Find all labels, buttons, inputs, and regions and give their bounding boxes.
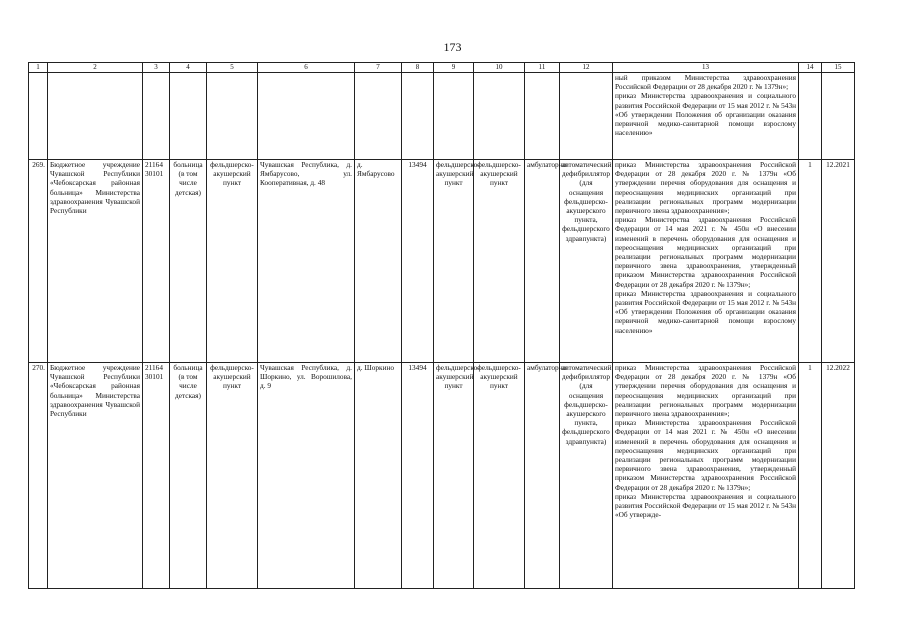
- page-number: 173: [443, 40, 462, 54]
- legal-basis-text: приказ Министерства здравоохранения и социального развития Российской Федерации от 15 мая 2012 г. № 543н «Об утверждении Положения об организации оказания первичной медико-санитарной помощи взрослому населению»: [615, 288, 796, 335]
- document-table: [28, 62, 855, 589]
- legal-basis-text: приказ Министерства здравоохранения и социального развития Российской Федерации от 15 мая 2012 г. № 543н «Об утверждении Положения об организации оказания первичной медико-санитарной помощи взрослому населению»: [615, 91, 796, 138]
- column-header: 5: [207, 63, 258, 73]
- quantity: 1: [799, 160, 822, 363]
- unit-type-col10: фельдшерско-акушерский пункт: [474, 160, 525, 363]
- column-header: 7: [355, 63, 402, 73]
- column-header: 9: [434, 63, 474, 73]
- organization-code: 21164 30101: [143, 160, 170, 363]
- column-header: 11: [525, 63, 560, 73]
- care-mode: амбулаторно: [525, 160, 560, 363]
- column-header: 3: [143, 63, 170, 73]
- settlement-code: 13494: [402, 160, 434, 363]
- column-header: 6: [258, 63, 355, 73]
- due-date: 12.2021: [822, 160, 855, 363]
- organization-name: Бюджетное учреждение Чувашской Республики «Чебоксарская районная больница» Министерства здравоохранения Чувашской Республики: [48, 160, 143, 363]
- column-header: 2: [48, 63, 143, 73]
- unit-type: фельдшерско-акушерский пункт: [207, 160, 258, 363]
- due-date: 12.2022: [822, 363, 855, 589]
- row-number: 269.: [29, 160, 48, 363]
- unit-type-col9: фельдшерско-акушерский пункт: [434, 160, 474, 363]
- continuation-row: [29, 73, 855, 160]
- facility-type: больница (в том числе детская): [170, 160, 207, 363]
- column-header: 13: [613, 63, 799, 73]
- column-header: 14: [799, 63, 822, 73]
- legal-basis-text: приказ Министерства здравоохранения Российской Федерации от 14 мая 2021 г. № 450н «О внесении изменений в перечень оборудования для оснащения и переоснащения медицинских организаций при реализации региональных программ модернизации первичного звена здравоохранения, утвержденный приказом Министерства здравоохранения Российской Федерации от 28 декабря 2020 г. № 1379н»;: [615, 418, 796, 492]
- column-header: 1: [29, 63, 48, 73]
- column-header: 4: [170, 63, 207, 73]
- equipment-name: автоматический дефибриллятор (для оснащения фельдшерско-акушерского пункта, фельдшерского здравпункта): [560, 363, 613, 589]
- settlement: д. Шоркино: [355, 363, 402, 589]
- quantity: 1: [799, 363, 822, 589]
- table-row: [29, 363, 855, 589]
- legal-basis-text: приказ Министерства здравоохранения и социального развития Российской Федерации от 15 мая 2012 г. № 543н «Об утвержде-: [615, 491, 796, 520]
- column-header: 12: [560, 63, 613, 73]
- legal-basis-text: приказ Министерства здравоохранения Российской Федерации от 14 мая 2021 г. № 450н «О внесении изменений в перечень оборудования для оснащения и переоснащения медицинских организаций при реализации региональных программ модернизации первичного звена здравоохранения, утвержденный приказом Министерства здравоохранения Российской Федерации от 28 декабря 2020 г. № 1379н»;: [615, 215, 796, 289]
- organization-name: Бюджетное учреждение Чувашской Республики «Чебоксарская районная больница» Министерства здравоохранения Чувашской Республики: [48, 363, 143, 589]
- care-mode: амбулаторно: [525, 363, 560, 589]
- legal-basis-cell: [613, 363, 799, 589]
- settlement: д. Ямбарусово: [355, 160, 402, 363]
- address: Чувашская Республика, д. Ямбарусово, ул. Кооперативная, д. 48: [258, 160, 355, 363]
- unit-type-col10: фельдшерско-акушерский пункт: [474, 363, 525, 589]
- legal-basis-text: приказ Министерства здравоохранения Российской Федерации от 28 декабря 2020 г. № 1379н «Об утверждении перечня оборудования для оснащения и переоснащения медицинских организаций при реализации региональных программ модернизации первичного звена здравоохранения»;: [615, 160, 796, 216]
- legal-basis-cell: [613, 73, 799, 160]
- row-number: 270.: [29, 363, 48, 589]
- facility-type: больница (в том числе детская): [170, 363, 207, 589]
- unit-type-col9: фельдшерско-акушерский пункт: [434, 363, 474, 589]
- unit-type: фельдшерско-акушерский пункт: [207, 363, 258, 589]
- column-header: 10: [474, 63, 525, 73]
- address: Чувашская Республика, д. Шоркино, ул. Ворошилова, д. 9: [258, 363, 355, 589]
- legal-basis-text: ный приказом Министерства здравоохранения Российской Федерации от 28 декабря 2020 г. № 1379н»;: [615, 73, 796, 92]
- column-header: 8: [402, 63, 434, 73]
- settlement-code: 13494: [402, 363, 434, 589]
- equipment-name: автоматический дефибриллятор (для оснащения фельдшерско-акушерского пункта, фельдшерского здравпункта): [560, 160, 613, 363]
- table-row: [29, 160, 855, 363]
- legal-basis-text: приказ Министерства здравоохранения Российской Федерации от 28 декабря 2020 г. № 1379н «Об утверждении перечня оборудования для оснащения и переоснащения медицинских организаций при реализации региональных программ модернизации первичного звена здравоохранения»;: [615, 363, 796, 419]
- column-number-row: [29, 63, 855, 73]
- organization-code: 21164 30101: [143, 363, 170, 589]
- legal-basis-cell: [613, 160, 799, 363]
- column-header: 15: [822, 63, 855, 73]
